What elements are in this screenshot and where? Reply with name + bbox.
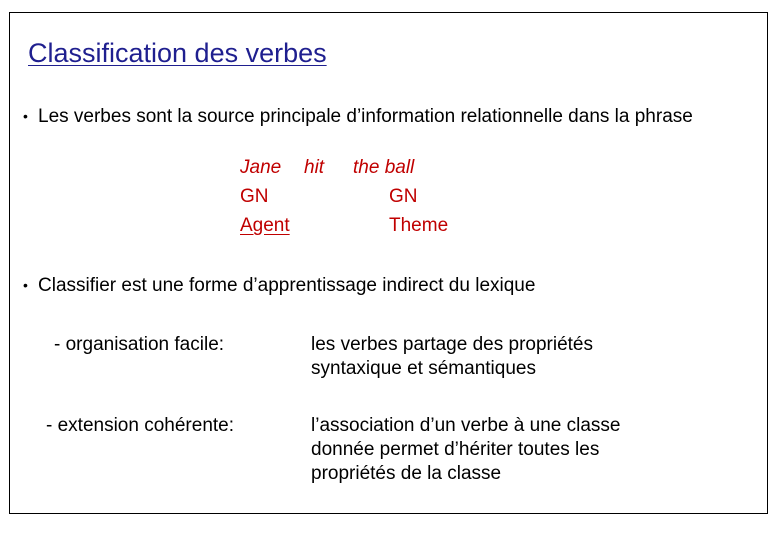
example-word-hit: hit bbox=[304, 157, 325, 178]
example-word-the-ball: the ball bbox=[353, 157, 415, 178]
bullet-dot: • bbox=[23, 108, 28, 124]
item-description-organisation bbox=[311, 333, 593, 381]
description-line: les verbes partage des propriétés bbox=[311, 334, 593, 355]
description-line: l’association d’un verbe à une classe bbox=[311, 415, 621, 436]
description-line: syntaxique et sémantiques bbox=[311, 358, 536, 379]
bullet-dot: • bbox=[23, 277, 28, 293]
item-label-organisation: - organisation facile: bbox=[54, 334, 225, 355]
bullet-text: Classifier est une forme d’apprentissage indirect du lexique bbox=[38, 275, 536, 296]
example-word-jane: Jane bbox=[240, 157, 282, 178]
description-line: donnée permet d’hériter toutes les bbox=[311, 439, 600, 460]
example-phrase-type-2: GN bbox=[389, 186, 418, 207]
slide-title: Classification des verbes bbox=[28, 38, 327, 68]
item-label-extension: - extension cohérente: bbox=[46, 415, 235, 436]
bullet-verbs-source bbox=[23, 104, 743, 129]
example-phrase-type-1: GN bbox=[240, 186, 269, 207]
example-role-theme: Theme bbox=[389, 215, 449, 236]
item-description-extension bbox=[311, 414, 620, 486]
example-role-agent: Agent bbox=[240, 215, 290, 236]
description-line: propriétés de la classe bbox=[311, 463, 502, 484]
bullet-classifier bbox=[23, 273, 743, 298]
bullet-text: Les verbes sont la source principale d’information relationnelle dans la phrase bbox=[38, 106, 693, 127]
